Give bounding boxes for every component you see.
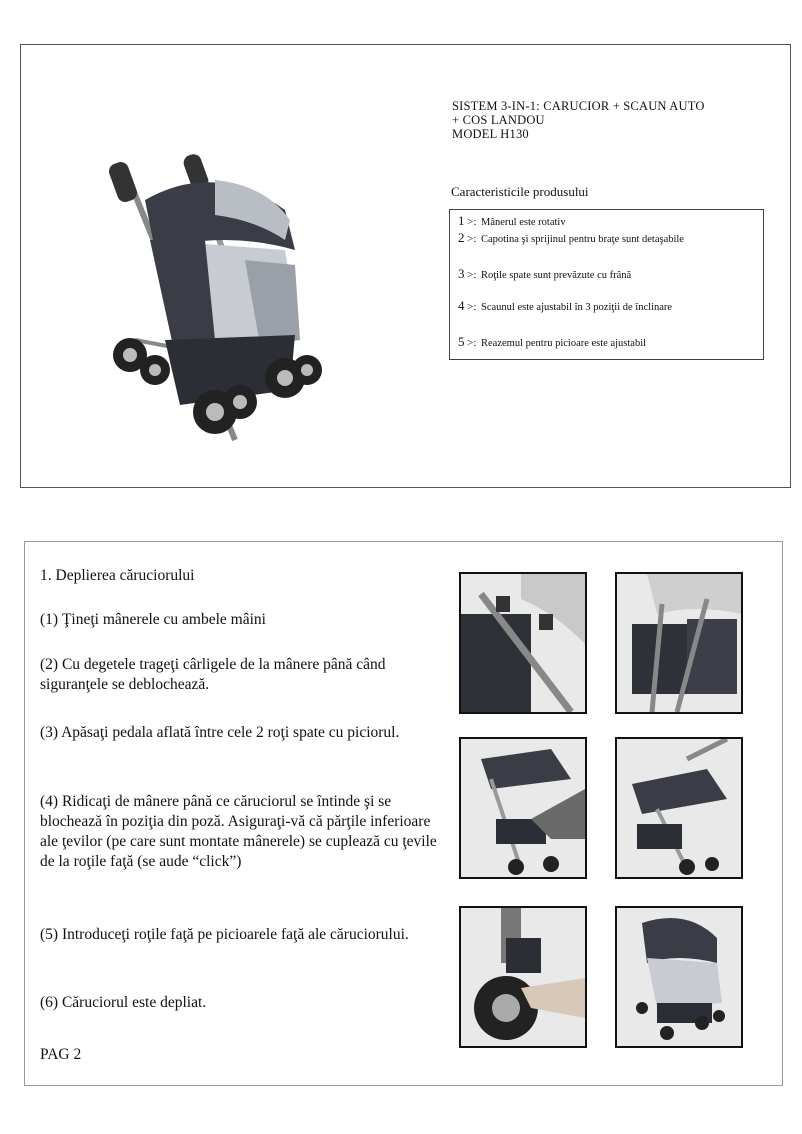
step-photo xyxy=(615,906,743,1048)
page-number: PAG 2 xyxy=(40,1046,82,1063)
step-photo xyxy=(615,572,743,714)
product-title: SISTEM 3-IN-1: CARUCIOR + SCAUN AUTO + COS LANDOU MODEL H130 xyxy=(452,99,705,141)
step-1: (1) Ţineţi mânerele cu ambele mâini xyxy=(40,611,266,628)
feature-item: 2 >: Capotina şi sprijinul pentru braţe sunt detaşabile xyxy=(458,230,684,245)
features-box xyxy=(449,209,764,360)
instructions-heading: 1. Deplierea căruciorului xyxy=(40,567,195,584)
step-3: (3) Apăsaţi pedala aflată între cele 2 roţi spate cu piciorul. xyxy=(40,724,400,741)
step-photo xyxy=(459,906,587,1048)
step-4: (4) Ridicaţi de mânere până ce căruciorul se întinde şi se blochează în poziţia din poză. Asiguraţi-vă că părţile inferioare ale ţevilor (pe care sunt montate mânerele) se cuplează cu ţevile de la roţile faţă (se aude “click”) xyxy=(40,793,437,870)
features-heading: Caracteristicile produsului xyxy=(451,184,589,199)
step-photo xyxy=(615,737,743,879)
feature-item: 4 >: Scaunul este ajustabil în 3 poziţii de înclinare xyxy=(458,298,673,313)
feature-item: 1 >: Mânerul este rotativ xyxy=(458,213,566,228)
stroller-illustration xyxy=(95,140,325,460)
step-photo xyxy=(459,737,587,879)
step-photo xyxy=(459,572,587,714)
step-6: (6) Căruciorul este depliat. xyxy=(40,994,207,1011)
step-2: (2) Cu degetele trageţi cârligele de la mânere până când siguranţele se deblochează. xyxy=(40,656,386,693)
step-5: (5) Introduceţi roţile faţă pe picioarele faţă ale căruciorului. xyxy=(40,926,409,943)
feature-item: 3 >: Roţile spate sunt prevăzute cu frână xyxy=(458,266,632,281)
feature-item: 5 >: Reazemul pentru picioare este ajustabil xyxy=(458,334,647,349)
